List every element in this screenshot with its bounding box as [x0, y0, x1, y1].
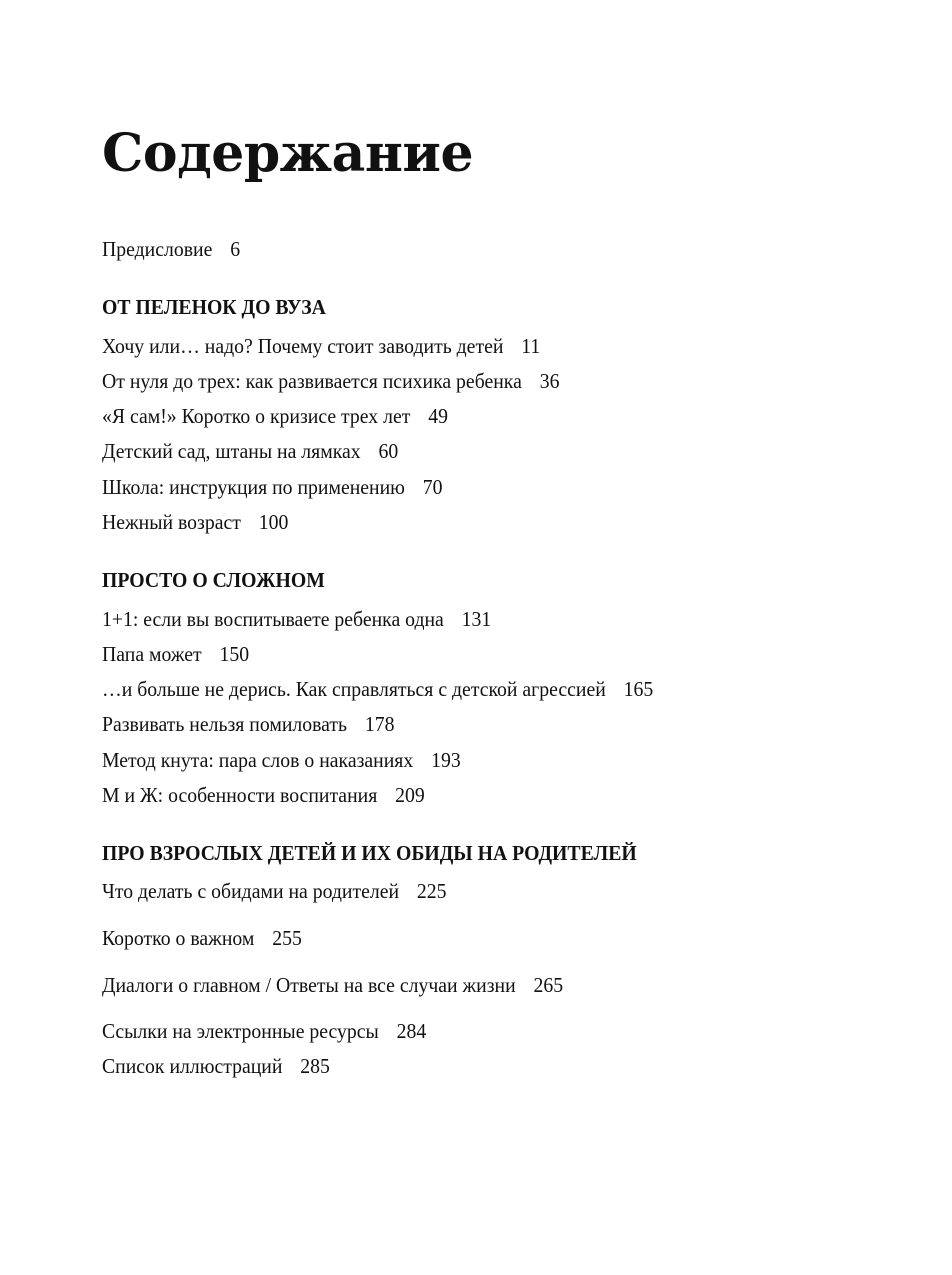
section-heading: ПРО ВЗРОСЛЫХ ДЕТЕЙ И ИХ ОБИДЫ НА РОДИТЕЛЕЙ	[102, 841, 637, 865]
section-heading: ПРОСТО О СЛОЖНОМ	[102, 568, 325, 592]
page-title: Содержание	[102, 123, 474, 184]
toc-entry-label: Список иллюстраций	[102, 1054, 283, 1078]
toc-entry[interactable]	[102, 746, 461, 774]
toc-entry-label: Ссылки на электронные ресурсы	[102, 1019, 379, 1043]
toc-entry-page: 70	[422, 475, 443, 499]
toc-entry-page: 36	[539, 369, 560, 393]
toc-entry-page: 150	[219, 642, 250, 666]
toc-entry-page: 193	[431, 748, 461, 772]
toc-entry[interactable]	[102, 508, 288, 536]
toc-entry[interactable]	[102, 640, 249, 668]
toc-entry[interactable]	[102, 781, 425, 809]
toc-entry-label: Предисловие	[102, 237, 213, 261]
toc-entry[interactable]	[102, 675, 653, 703]
toc-entry[interactable]	[102, 924, 302, 952]
toc-entry-label: Детский сад, штаны на лямках	[102, 439, 361, 463]
toc-entry-label: Школа: инструкция по применению	[102, 475, 405, 499]
toc-entry[interactable]	[102, 877, 447, 905]
toc-entry[interactable]	[102, 971, 563, 999]
toc-entry-label: Хочу или… надо? Почему стоит заводить детей	[102, 334, 504, 358]
toc-entry-page: 209	[395, 783, 425, 807]
toc-entry-label: Что делать с обидами на родителей	[102, 879, 400, 903]
toc-entry-page: 60	[378, 439, 399, 463]
toc-entry[interactable]	[102, 1052, 330, 1080]
toc-entry-page: 225	[416, 879, 447, 903]
toc-entry-page: 284	[396, 1019, 427, 1043]
toc-entry-label: Нежный возраст	[102, 510, 241, 534]
toc-entry-page: 165	[623, 677, 654, 701]
toc-entry-label: Развивать нельзя помиловать	[102, 712, 348, 736]
toc-entry-label: 1+1: если вы воспитываете ребенка одна	[102, 607, 444, 631]
toc-entry-page: 6	[230, 237, 241, 261]
toc-entry[interactable]	[102, 1017, 426, 1045]
toc-entry-label: Диалоги о главном / Ответы на все случаи жизни	[102, 973, 516, 997]
toc-entry-label: М и Ж: особенности воспитания	[102, 783, 378, 807]
toc-entry[interactable]	[102, 402, 448, 430]
toc-entry-preface[interactable]	[102, 235, 240, 263]
toc-entry[interactable]	[102, 437, 398, 465]
toc-entry[interactable]	[102, 367, 559, 395]
toc-entry-label: «Я сам!» Коротко о кризисе трех лет	[102, 404, 411, 428]
toc-entry-label: Коротко о важном	[102, 926, 255, 950]
toc-entry-page: 11	[521, 334, 541, 358]
toc-entry-label: Метод кнута: пара слов о наказаниях	[102, 748, 414, 772]
toc-entry-page: 255	[272, 926, 302, 950]
toc-entry[interactable]	[102, 332, 540, 360]
toc-entry-page: 100	[258, 510, 289, 534]
toc-entry[interactable]	[102, 605, 491, 633]
toc-entry[interactable]	[102, 473, 443, 501]
toc-entry-label: Папа может	[102, 642, 202, 666]
toc-entry-page: 131	[461, 607, 492, 631]
section-heading: ОТ ПЕЛЕНОК ДО ВУЗА	[102, 295, 326, 319]
toc-entry-label: От нуля до трех: как развивается психика ребенка	[102, 369, 522, 393]
toc-entry-page: 265	[533, 973, 564, 997]
toc-entry-page: 285	[300, 1054, 330, 1078]
toc-entry-page: 178	[364, 712, 395, 736]
toc-entry[interactable]	[102, 710, 395, 738]
toc-entry-label: …и больше не дерись. Как справляться с детской агрессией	[102, 677, 606, 701]
toc-entry-page: 49	[428, 404, 448, 428]
